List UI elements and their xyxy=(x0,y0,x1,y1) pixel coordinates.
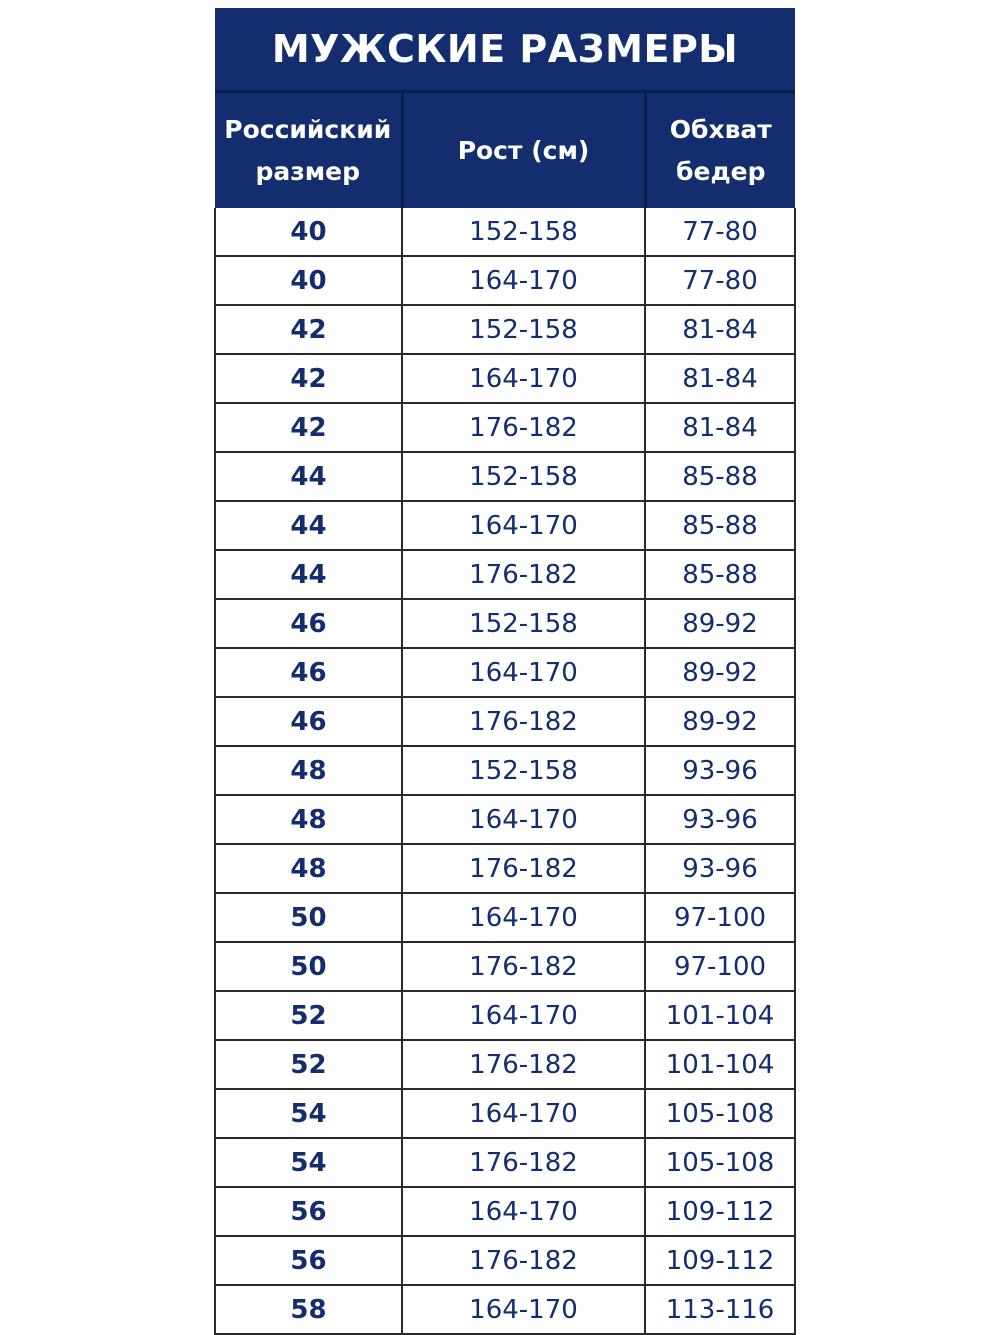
size-cell: 56 xyxy=(215,1236,402,1285)
height-cell: 164-170 xyxy=(402,256,645,305)
table-row xyxy=(215,1040,795,1089)
size-cell: 40 xyxy=(215,256,402,305)
height-cell: 164-170 xyxy=(402,1187,645,1236)
size-cell: 52 xyxy=(215,1040,402,1089)
table-row xyxy=(215,648,795,697)
hip-cell: 77-80 xyxy=(645,208,795,256)
table-row xyxy=(215,795,795,844)
table-row xyxy=(215,599,795,648)
hip-cell: 89-92 xyxy=(645,648,795,697)
size-cell: 48 xyxy=(215,844,402,893)
size-cell: 40 xyxy=(215,208,402,256)
table-row xyxy=(215,1236,795,1285)
table-row xyxy=(215,354,795,403)
table-row xyxy=(215,403,795,452)
height-cell: 164-170 xyxy=(402,648,645,697)
size-cell: 58 xyxy=(215,1285,402,1334)
table-title-row xyxy=(215,8,795,92)
hip-cell: 97-100 xyxy=(645,893,795,942)
size-cell: 46 xyxy=(215,599,402,648)
height-cell: 164-170 xyxy=(402,1089,645,1138)
hip-cell: 81-84 xyxy=(645,305,795,354)
size-cell: 44 xyxy=(215,501,402,550)
hip-cell: 81-84 xyxy=(645,403,795,452)
hip-cell: 101-104 xyxy=(645,991,795,1040)
hip-cell: 89-92 xyxy=(645,599,795,648)
size-cell: 52 xyxy=(215,991,402,1040)
height-cell: 164-170 xyxy=(402,991,645,1040)
column-header-size-line2: размер xyxy=(255,156,361,186)
size-cell: 46 xyxy=(215,697,402,746)
table-row xyxy=(215,697,795,746)
table-body xyxy=(215,208,795,1334)
height-cell: 176-182 xyxy=(402,1138,645,1187)
hip-cell: 97-100 xyxy=(645,942,795,991)
column-header-row xyxy=(215,92,795,209)
height-cell: 164-170 xyxy=(402,893,645,942)
hip-cell: 93-96 xyxy=(645,746,795,795)
hip-cell: 81-84 xyxy=(645,354,795,403)
hip-cell: 93-96 xyxy=(645,844,795,893)
column-header-size-line1: Российский xyxy=(224,114,392,144)
size-cell: 42 xyxy=(215,354,402,403)
table-row xyxy=(215,991,795,1040)
table-row xyxy=(215,1285,795,1334)
table-row xyxy=(215,1089,795,1138)
column-header-size xyxy=(215,92,402,209)
size-cell: 54 xyxy=(215,1138,402,1187)
table-row xyxy=(215,550,795,599)
size-cell: 44 xyxy=(215,452,402,501)
size-cell: 42 xyxy=(215,305,402,354)
hip-cell: 77-80 xyxy=(645,256,795,305)
size-cell: 50 xyxy=(215,893,402,942)
table-row xyxy=(215,501,795,550)
height-cell: 176-182 xyxy=(402,844,645,893)
size-cell: 46 xyxy=(215,648,402,697)
hip-cell: 85-88 xyxy=(645,501,795,550)
table-row xyxy=(215,746,795,795)
column-header-hip-line2: бедер xyxy=(676,156,766,186)
hip-cell: 105-108 xyxy=(645,1089,795,1138)
table-row xyxy=(215,942,795,991)
hip-cell: 109-112 xyxy=(645,1187,795,1236)
height-cell: 152-158 xyxy=(402,208,645,256)
table-row xyxy=(215,1138,795,1187)
hip-cell: 105-108 xyxy=(645,1138,795,1187)
hip-cell: 89-92 xyxy=(645,697,795,746)
height-cell: 176-182 xyxy=(402,550,645,599)
size-chart-table xyxy=(214,8,796,1335)
hip-cell: 101-104 xyxy=(645,1040,795,1089)
height-cell: 176-182 xyxy=(402,1040,645,1089)
height-cell: 164-170 xyxy=(402,1285,645,1334)
table-row xyxy=(215,452,795,501)
height-cell: 176-182 xyxy=(402,697,645,746)
size-cell: 48 xyxy=(215,746,402,795)
hip-cell: 85-88 xyxy=(645,550,795,599)
table-row xyxy=(215,844,795,893)
table-row xyxy=(215,1187,795,1236)
table-row xyxy=(215,208,795,256)
size-cell: 44 xyxy=(215,550,402,599)
height-cell: 152-158 xyxy=(402,305,645,354)
size-cell: 42 xyxy=(215,403,402,452)
hip-cell: 93-96 xyxy=(645,795,795,844)
hip-cell: 85-88 xyxy=(645,452,795,501)
height-cell: 164-170 xyxy=(402,354,645,403)
height-cell: 152-158 xyxy=(402,746,645,795)
height-cell: 176-182 xyxy=(402,942,645,991)
height-cell: 176-182 xyxy=(402,1236,645,1285)
hip-cell: 113-116 xyxy=(645,1285,795,1334)
height-cell: 152-158 xyxy=(402,599,645,648)
column-header-hip xyxy=(645,92,795,209)
height-cell: 176-182 xyxy=(402,403,645,452)
height-cell: 164-170 xyxy=(402,795,645,844)
height-cell: 152-158 xyxy=(402,452,645,501)
column-header-height: Рост (см) xyxy=(402,92,645,209)
table-row xyxy=(215,256,795,305)
height-cell: 164-170 xyxy=(402,501,645,550)
size-cell: 54 xyxy=(215,1089,402,1138)
table-row xyxy=(215,893,795,942)
size-cell: 48 xyxy=(215,795,402,844)
hip-cell: 109-112 xyxy=(645,1236,795,1285)
column-header-hip-line1: Обхват xyxy=(669,114,772,144)
table-title: МУЖСКИЕ РАЗМЕРЫ xyxy=(215,8,795,92)
table-row xyxy=(215,305,795,354)
size-cell: 56 xyxy=(215,1187,402,1236)
size-cell: 50 xyxy=(215,942,402,991)
